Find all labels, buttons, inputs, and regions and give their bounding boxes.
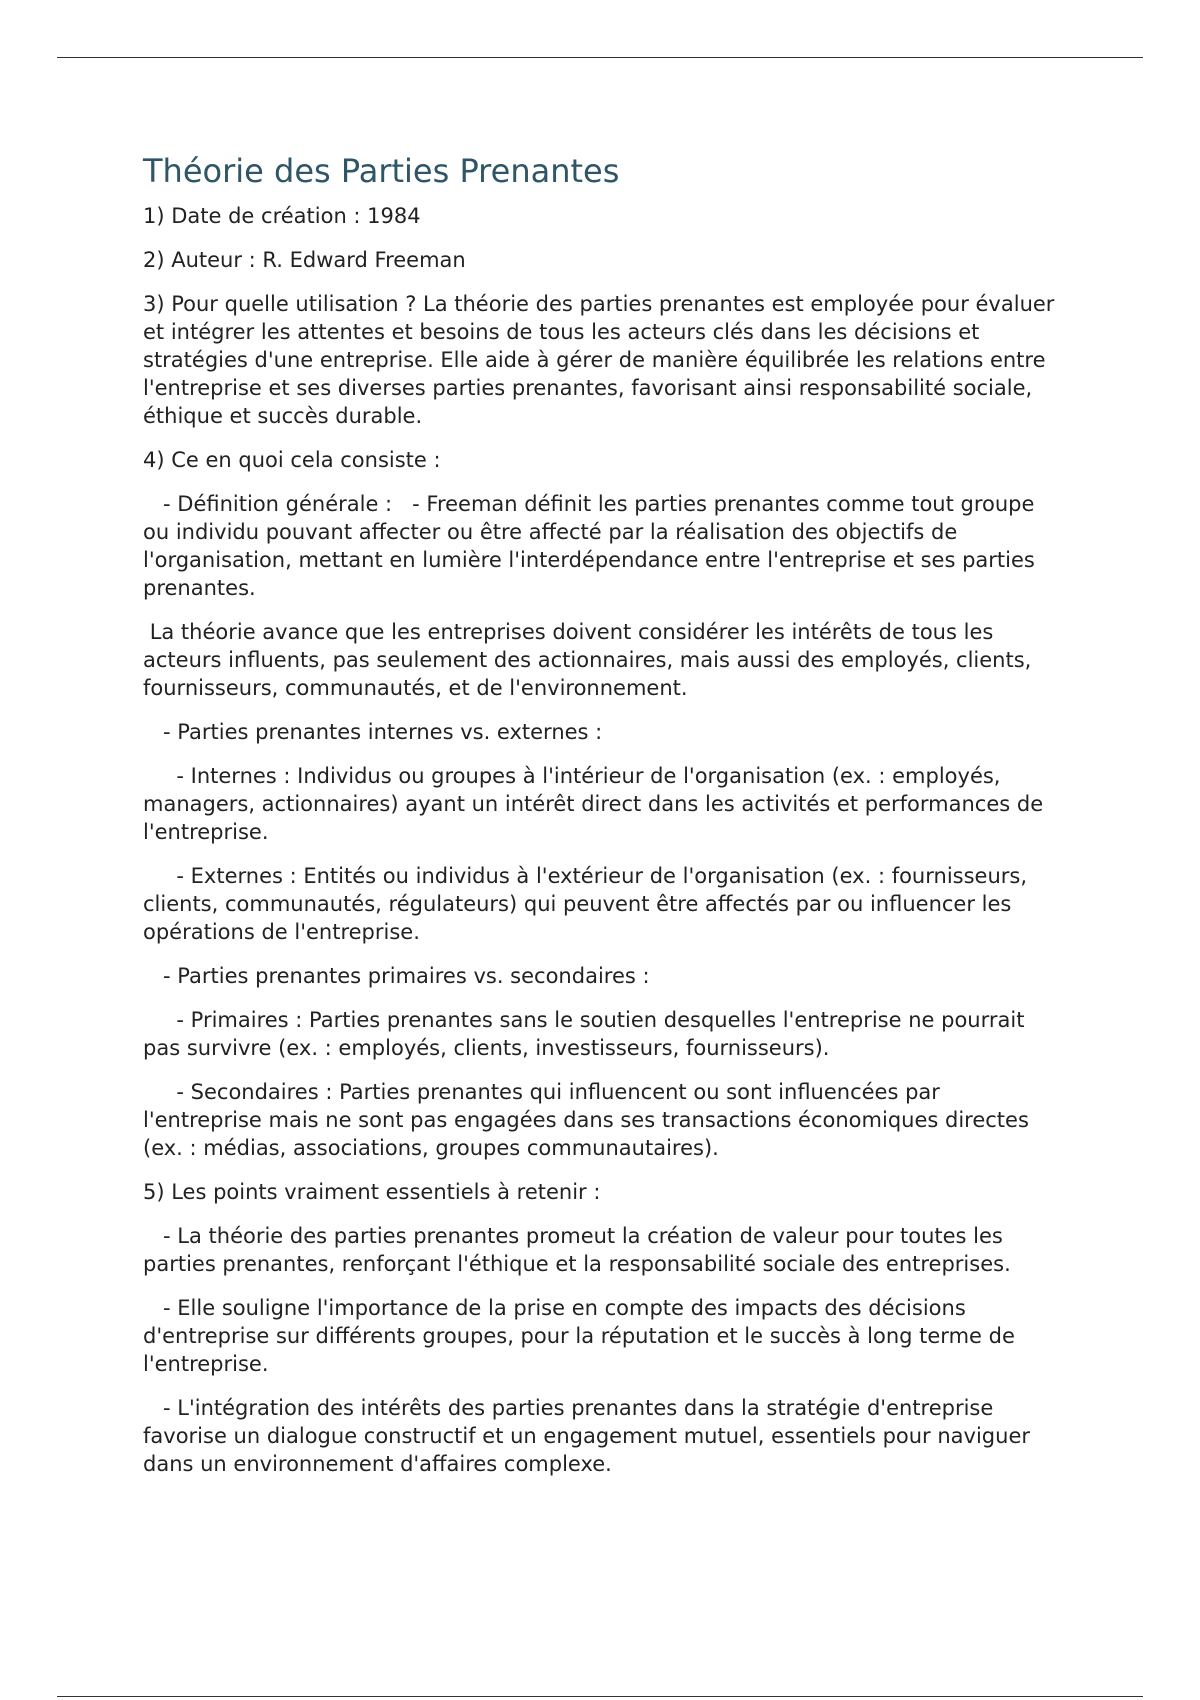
paragraph-theorie-avance: La théorie avance que les entreprises doivent considérer les intérêts de tous les acteurs influents, pas seulement des actionnaires, mais aussi des employés, clients, fournisseurs, communautés, et de l'environnement. — [143, 620, 1039, 701]
paragraph-internes-externes-heading: - Parties prenantes internes vs. externes : — [143, 720, 603, 745]
paragraph-points-essentiels-heading: 5) Les points vraiment essentiels à retenir : — [143, 1180, 601, 1205]
paragraph-externes: - Externes : Entités ou individus à l'extérieur de l'organisation (ex. : fournisseurs, clients, communautés, régulateurs) qui peuvent être affectés par ou influencer les opérations de l'entreprise. — [143, 864, 1034, 945]
paragraph-date-creation: 1) Date de création : 1984 — [143, 204, 421, 229]
paragraph-primaires: - Primaires : Parties prenantes sans le soutien desquelles l'entreprise ne pourrait pas survivre (ex. : employés, clients, investisseurs, fournisseurs). — [143, 1008, 1032, 1061]
paragraph-point-integration: - L'intégration des intérêts des parties prenantes dans la stratégie d'entreprise favorise un dialogue constructif et un engagement mutuel, essentiels pour naviguer dans un environnement d'affaires complexe. — [143, 1396, 1037, 1477]
paragraph-internes: - Internes : Individus ou groupes à l'intérieur de l'organisation (ex. : employés, managers, actionnaires) ayant un intérêt direct dans les activités et performances de l'entreprise. — [143, 764, 1050, 845]
paragraph-auteur: 2) Auteur : R. Edward Freeman — [143, 248, 466, 273]
paragraph-utilisation: 3) Pour quelle utilisation ? La théorie des parties prenantes est employée pour évaluer et intégrer les attentes et besoins de tous les acteurs clés dans les décisions et stratégies d'une entreprise. Elle aide à gérer de manière équilibrée les relations entre l'entreprise et ses diverses parties prenantes, favorisant ainsi responsabilité sociale, éthique et succès durable. — [143, 292, 1062, 429]
document-body — [143, 152, 1063, 1494]
paragraph-consiste-heading: 4) Ce en quoi cela consiste : — [143, 448, 441, 473]
paragraph-definition-generale: - Définition générale : - Freeman définit les parties prenantes comme tout groupe ou individu pouvant affecter ou être affecté par la réalisation des objectifs de l'organisation, mettant en lumière l'interdépendance entre l'entreprise et ses parties prenantes. — [143, 492, 1042, 601]
paragraph-primaires-secondaires-heading: - Parties prenantes primaires vs. secondaires : — [143, 964, 650, 989]
paragraph-point-creation-valeur: - La théorie des parties prenantes promeut la création de valeur pour toutes les parties prenantes, renforçant l'éthique et la responsabilité sociale des entreprises. — [143, 1224, 1011, 1277]
paragraph-secondaires: - Secondaires : Parties prenantes qui influencent ou sont influencées par l'entreprise mais ne sont pas engagées dans ses transactions économiques directes (ex. : médias, associations, groupes communautaires). — [143, 1080, 1036, 1161]
document-title: Théorie des Parties Prenantes — [143, 152, 620, 190]
footer-rule — [57, 1696, 1143, 1697]
header-rule — [57, 57, 1143, 58]
paragraph-point-impacts: - Elle souligne l'importance de la prise en compte des impacts des décisions d'entreprise sur différents groupes, pour la réputation et le succès à long terme de l'entreprise. — [143, 1296, 1022, 1377]
